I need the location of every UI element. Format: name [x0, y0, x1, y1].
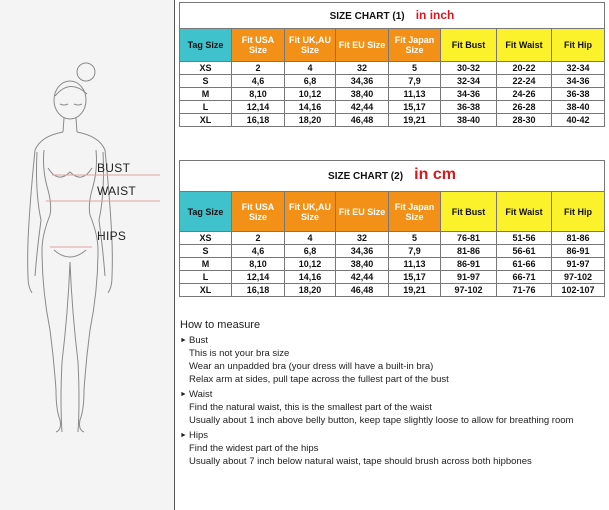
table-cell: 34,36: [336, 245, 389, 258]
table-cell: 4: [285, 62, 336, 75]
header-cell: Fit Hip: [552, 29, 605, 62]
table-cell: 76-81: [441, 232, 497, 245]
table-row: [180, 245, 605, 258]
header-cell: Fit Japan Size: [389, 192, 441, 232]
table-cell: XS: [180, 62, 232, 75]
header-cell: Fit USA Size: [232, 29, 285, 62]
table-cell: 12,14: [232, 101, 285, 114]
header-cell: Tag Size: [180, 29, 232, 62]
table-cell: L: [180, 271, 232, 284]
instruction-line: Wear an unpadded bra (your dress will have a built-in bra): [189, 361, 434, 372]
table-cell: 16,18: [232, 114, 285, 127]
table-cell: 32-34: [441, 75, 497, 88]
panel-divider: [174, 0, 175, 510]
table-cell: 22-24: [497, 75, 552, 88]
table-cell: 81-86: [552, 232, 605, 245]
measure-section-bust: [180, 334, 608, 386]
table-cell: 56-61: [497, 245, 552, 258]
table-cell: 34-36: [552, 75, 605, 88]
table-cell: 14,16: [285, 101, 336, 114]
table-row: [180, 88, 605, 101]
header-cell: Fit UK,AU Size: [285, 192, 336, 232]
header-cell: Fit EU Size: [336, 29, 389, 62]
table-cell: S: [180, 245, 232, 258]
header-cell: Fit Waist: [497, 192, 552, 232]
table-cell: 5: [389, 62, 441, 75]
table-cell: 38,40: [336, 258, 389, 271]
table-cell: 4,6: [232, 245, 285, 258]
header-cell: Fit Hip: [552, 192, 605, 232]
table-cell: 19,21: [389, 284, 441, 297]
table-cell: 51-56: [497, 232, 552, 245]
table-cell: 11,13: [389, 88, 441, 101]
table-cell: 14,16: [285, 271, 336, 284]
table-cell: 32: [336, 232, 389, 245]
header-cell: Fit Bust: [441, 192, 497, 232]
instruction-line: Usually about 7 inch below natural waist, tape should brush across both hipbones: [189, 456, 532, 467]
table-cell: 34,36: [336, 75, 389, 88]
table-cell: 86-91: [552, 245, 605, 258]
table-cell: 97-102: [441, 284, 497, 297]
instruction-line: Find the natural waist, this is the smallest part of the waist: [189, 402, 432, 413]
chart-title-text: SIZE CHART (2): [328, 171, 404, 182]
table-cell: 4: [285, 232, 336, 245]
figure-panel: [0, 0, 174, 510]
table-cell: S: [180, 75, 232, 88]
table-cell: 91-97: [552, 258, 605, 271]
table-cell: 7,9: [389, 75, 441, 88]
size-chart-inch: [179, 2, 605, 127]
table-cell: 11,13: [389, 258, 441, 271]
triangle-bullet-icon: ►: [180, 391, 187, 398]
table-cell: 15,17: [389, 271, 441, 284]
table-cell: 24-26: [497, 88, 552, 101]
table-cell: 36-38: [552, 88, 605, 101]
table-cell: XL: [180, 114, 232, 127]
instruction-line: Find the widest part of the hips: [189, 443, 319, 454]
section-heading: Bust: [189, 335, 209, 346]
header-cell: Fit Bust: [441, 29, 497, 62]
table-cell: 34-36: [441, 88, 497, 101]
table-cell: 26-28: [497, 101, 552, 114]
table-cell: 10,12: [285, 88, 336, 101]
table-cell: 102-107: [552, 284, 605, 297]
table-cell: 5: [389, 232, 441, 245]
section-heading: Waist: [189, 389, 213, 400]
header-cell: Fit USA Size: [232, 192, 285, 232]
header-cell: Fit Japan Size: [389, 29, 441, 62]
table-cell: 36-38: [441, 101, 497, 114]
table-cell: 8,10: [232, 88, 285, 101]
table-cell: 30-32: [441, 62, 497, 75]
table-row: [180, 101, 605, 114]
table-cell: 18,20: [285, 284, 336, 297]
table-cell: 42,44: [336, 271, 389, 284]
how-to-measure: [180, 319, 608, 470]
section-heading: Hips: [189, 430, 209, 441]
triangle-bullet-icon: ►: [180, 432, 187, 439]
table-cell: M: [180, 88, 232, 101]
table-cell: XL: [180, 284, 232, 297]
table-cell: 2: [232, 62, 285, 75]
chart-unit: in cm: [414, 166, 456, 183]
measure-section-waist: [180, 388, 608, 427]
hips-label: HIPS: [97, 229, 127, 243]
table-cell: 10,12: [285, 258, 336, 271]
chart-title: [180, 161, 605, 192]
measure-section-hips: [180, 429, 608, 468]
triangle-bullet-icon: ►: [180, 337, 187, 344]
instruction-line: This is not your bra size: [189, 348, 290, 359]
table-cell: 12,14: [232, 271, 285, 284]
table-row: [180, 75, 605, 88]
header-cell: Fit EU Size: [336, 192, 389, 232]
size-chart-cm: [179, 160, 605, 297]
table-cell: XS: [180, 232, 232, 245]
table-cell: 61-66: [497, 258, 552, 271]
table-cell: 97-102: [552, 271, 605, 284]
table-cell: 46,48: [336, 284, 389, 297]
table-row: [180, 271, 605, 284]
measure-title: How to measure: [180, 319, 261, 331]
table-cell: 20-22: [497, 62, 552, 75]
header-row: [180, 192, 605, 232]
table-cell: 8,10: [232, 258, 285, 271]
table-cell: 38,40: [336, 88, 389, 101]
chart-title-text: SIZE CHART (1): [329, 10, 405, 22]
instruction-line: Usually about 1 inch above belly button, keep tape slightly loose to allow for breathing room: [189, 415, 574, 426]
table-cell: 86-91: [441, 258, 497, 271]
table-row: [180, 114, 605, 127]
table-row: [180, 258, 605, 271]
table-cell: 4,6: [232, 75, 285, 88]
table-cell: 28-30: [497, 114, 552, 127]
body-figure-illustration: [0, 0, 174, 510]
table-cell: 38-40: [552, 101, 605, 114]
header-cell: Fit UK,AU Size: [285, 29, 336, 62]
table-cell: 46,48: [336, 114, 389, 127]
table-cell: 2: [232, 232, 285, 245]
waist-label: WAIST: [97, 184, 137, 198]
instruction-line: Relax arm at sides, pull tape across the fullest part of the bust: [189, 374, 449, 385]
table-cell: 16,18: [232, 284, 285, 297]
table-cell: M: [180, 258, 232, 271]
table-cell: 32-34: [552, 62, 605, 75]
bust-label: BUST: [97, 161, 131, 175]
table-cell: 6,8: [285, 75, 336, 88]
header-row: [180, 29, 605, 62]
table-cell: L: [180, 101, 232, 114]
table-cell: 40-42: [552, 114, 605, 127]
chart-unit: in inch: [415, 7, 455, 22]
table-cell: 32: [336, 62, 389, 75]
table-cell: 7,9: [389, 245, 441, 258]
table-cell: 15,17: [389, 101, 441, 114]
table-cell: 42,44: [336, 101, 389, 114]
table-cell: 38-40: [441, 114, 497, 127]
table-row: [180, 62, 605, 75]
table-cell: 91-97: [441, 271, 497, 284]
table-row: [180, 232, 605, 245]
table-row: [180, 284, 605, 297]
table-cell: 71-76: [497, 284, 552, 297]
table-cell: 66-71: [497, 271, 552, 284]
chart-title: [180, 3, 605, 29]
header-cell: Tag Size: [180, 192, 232, 232]
table-cell: 6,8: [285, 245, 336, 258]
header-cell: Fit Waist: [497, 29, 552, 62]
table-cell: 81-86: [441, 245, 497, 258]
table-cell: 19,21: [389, 114, 441, 127]
table-cell: 18,20: [285, 114, 336, 127]
